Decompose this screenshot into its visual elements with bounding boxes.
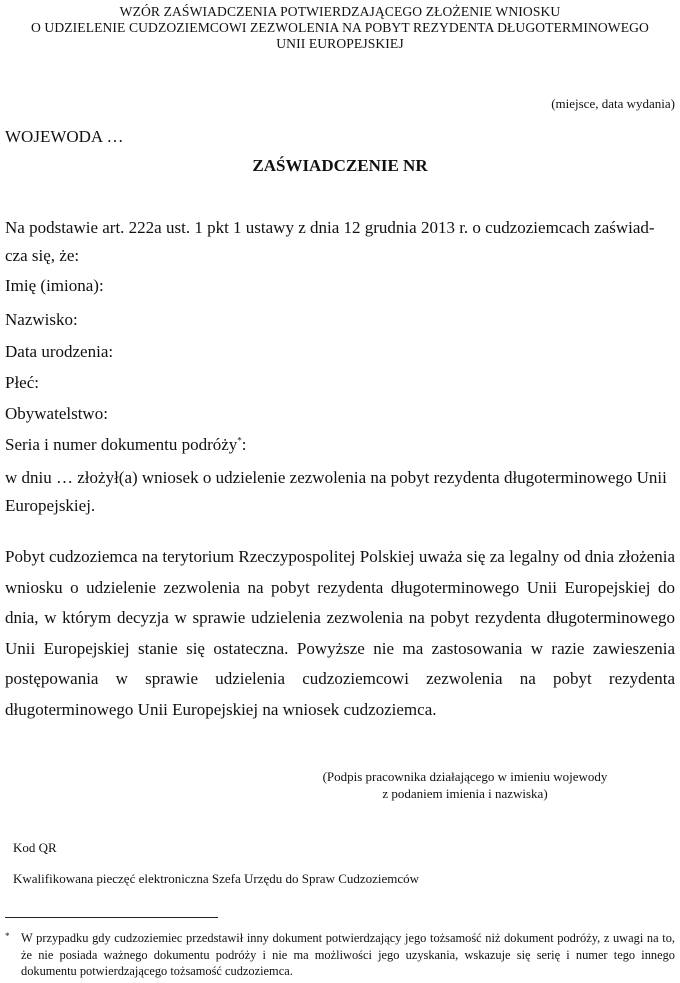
place-date-label: (miejsce, data wydania) bbox=[551, 96, 675, 111]
field-birth-date: Data urodzenia: bbox=[5, 342, 114, 361]
intro-paragraph: Na podstawie art. 222a ust. 1 pkt 1 ustawy z dnia 12 grudnia 2013 r. o cudzoziemcach zaświad-cza się, że: bbox=[5, 218, 655, 265]
footnote-divider bbox=[5, 917, 218, 918]
signature-block bbox=[300, 768, 630, 802]
application-statement: w dniu … złożył(a) wniosek o udzielenie zezwolenia na pobyt rezydenta długoterminowego Unii Europejskiej. bbox=[5, 468, 667, 515]
field-sex: Płeć: bbox=[5, 373, 39, 392]
field-document bbox=[5, 435, 247, 455]
footnote bbox=[5, 930, 675, 980]
signature-line-2: z podaniem imienia i nazwiska) bbox=[382, 786, 548, 801]
wojewoda-label: WOJEWODA … bbox=[5, 127, 124, 146]
footnote-text: W przypadku gdy cudzoziemiec przedstawił inny dokument potwierdzający jego tożsamość niż dokument podróży, z uwagi na to, że nie posiada ważnego dokumentu podróży i nie ma możliwości jego uzyskania, wskazuje się serię i numer tego innego dokumentu potwierdzającego tożsamość cudzoziemca. bbox=[21, 931, 675, 978]
header-line-3: UNII EUROPEJSKIEJ bbox=[276, 36, 404, 51]
footnote-mark: * bbox=[5, 931, 10, 941]
qr-code-label: Kod QR bbox=[13, 840, 57, 855]
legal-paragraph: Pobyt cudzoziemca na terytorium Rzeczypospolitej Polskiej uważa się za legalny od dnia złożenia wniosku o udzielenie zezwolenia na pobyt rezydenta długoterminowego Unii Europejskiej do dnia, w którym decyzja w sprawie udzielenia zezwolenia na pobyt rezydenta długoterminowego Unii Europejskiej stanie się ostateczna. Powyższe nie ma zastosowania w razie zawieszenia postępowania w sprawie udzielenia cudzoziemcowi zezwolenia na pobyt rezydenta długoterminowego Unii Europejskiej na wniosek cudzoziemca. bbox=[5, 547, 675, 719]
field-surname: Nazwisko: bbox=[5, 310, 78, 329]
header-line-2: O UDZIELENIE CUDZOZIEMCOWI ZEZWOLENIA NA POBYT REZYDENTA DŁUGOTERMINOWEGO bbox=[31, 20, 649, 35]
field-citizenship: Obywatelstwo: bbox=[5, 404, 108, 423]
signature-line-1: (Podpis pracownika działającego w imieniu wojewody bbox=[322, 769, 608, 784]
document-title: ZAŚWIADCZENIE NR bbox=[252, 156, 428, 175]
footnote-reference: * bbox=[237, 435, 242, 446]
field-name: Imię (imiona): bbox=[5, 276, 104, 295]
field-document-label: Seria i numer dokumentu podróży bbox=[5, 435, 238, 454]
seal-label: Kwalifikowana pieczęć elektroniczna Szefa Urzędu do Spraw Cudzoziemców bbox=[13, 871, 420, 886]
field-document-colon: : bbox=[241, 435, 247, 454]
header-line-1: WZÓR ZAŚWIADCZENIA POTWIERDZAJĄCEGO ZŁOŻENIE WNIOSKU bbox=[119, 4, 561, 19]
